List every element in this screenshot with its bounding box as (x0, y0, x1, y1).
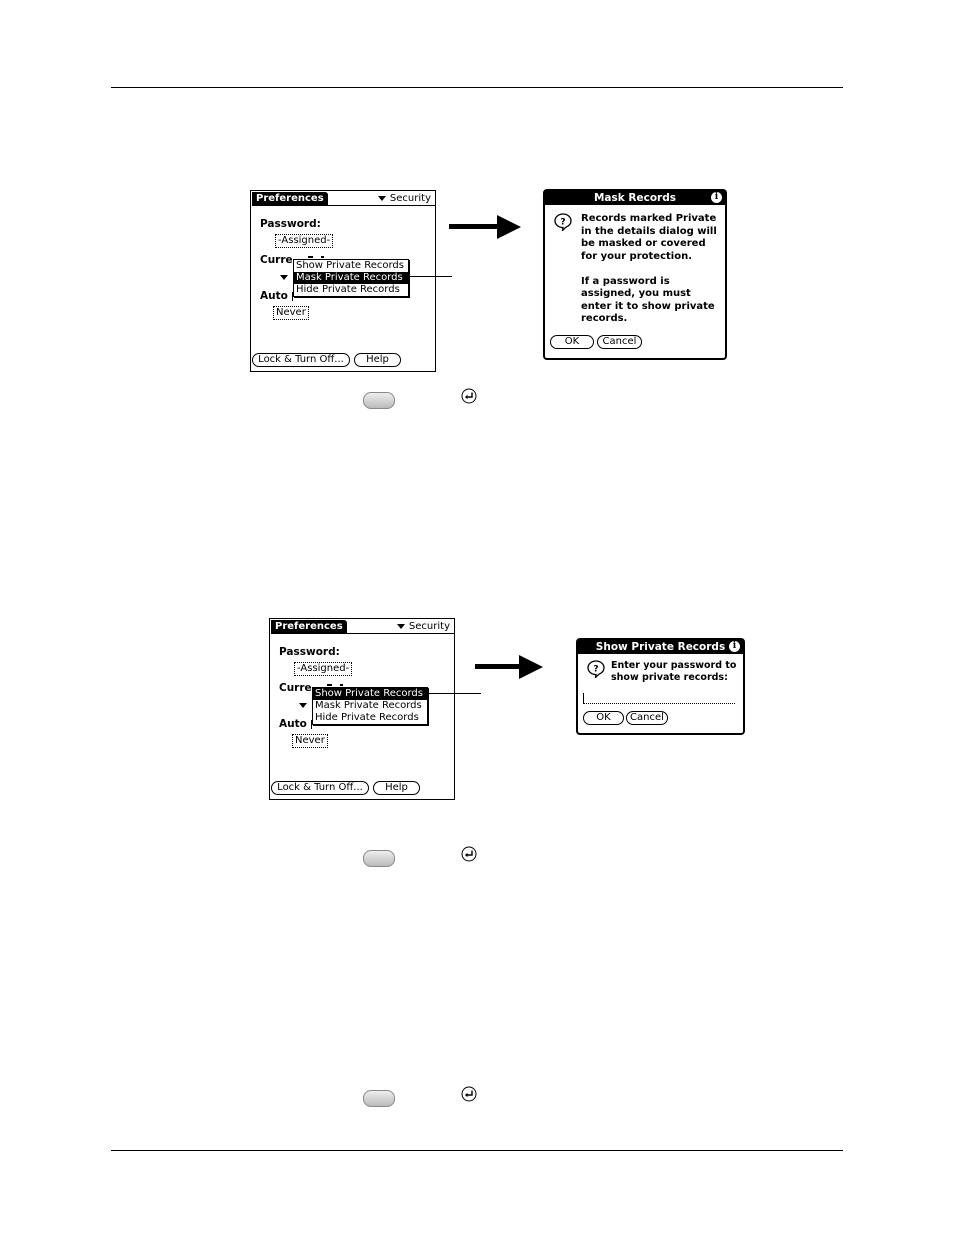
right-arrow-icon (475, 655, 543, 679)
right-arrow-icon (449, 215, 521, 239)
message-line: in the details dialog will (581, 225, 717, 237)
preferences-tab: Preferences (252, 192, 328, 205)
message-line: for your protection. (581, 250, 693, 262)
help-button[interactable]: Help (373, 781, 420, 795)
info-icon[interactable]: i (729, 641, 740, 652)
label-stub (327, 684, 332, 686)
mask-records-dialog (543, 189, 727, 360)
dialog-message (581, 213, 717, 326)
enter-icon (461, 846, 477, 862)
password-input[interactable] (583, 703, 735, 704)
menu-item-hide[interactable]: Hide Private Records (315, 712, 419, 723)
category-trigger[interactable] (378, 192, 431, 205)
menu-item-hide[interactable]: Hide Private Records (296, 284, 400, 295)
message-spacer (581, 263, 717, 276)
password-field[interactable]: -Assigned- (275, 234, 333, 248)
callout-line (426, 693, 481, 694)
show-private-records-dialog (576, 638, 745, 735)
svg-text:?: ? (560, 217, 566, 228)
category-label: Security (389, 193, 431, 204)
auto-lock-label: Auto (279, 718, 307, 730)
title-bar (271, 620, 454, 634)
preferences-screen-1 (250, 190, 436, 372)
message-line: records. (581, 313, 628, 324)
label-stub (321, 256, 324, 258)
message-line: assigned, you must (581, 288, 691, 299)
dialog-message (611, 660, 736, 683)
privacy-dropdown-icon[interactable] (280, 275, 288, 280)
hardware-button[interactable] (363, 850, 395, 867)
top-rule (111, 87, 843, 88)
password-field[interactable]: -Assigned- (294, 662, 352, 676)
message-line: Records marked Private (581, 213, 717, 224)
dialog-title (545, 191, 725, 205)
message-line: show private records: (611, 671, 728, 683)
message-line: be masked or covered (581, 238, 706, 249)
cancel-button[interactable]: Cancel (597, 335, 642, 349)
menu-item-mask[interactable]: Mask Private Records (294, 272, 408, 284)
dropdown-triangle-icon (397, 624, 405, 629)
message-line: If a password is (581, 275, 670, 287)
current-privacy-label: Curre (260, 254, 293, 266)
menu-item-show[interactable]: Show Private Records (313, 688, 427, 700)
menu-item-show[interactable]: Show Private Records (296, 260, 404, 271)
enter-icon (461, 1086, 477, 1102)
ok-button[interactable]: OK (550, 335, 594, 349)
dropdown-triangle-icon (378, 196, 386, 201)
hardware-button[interactable] (363, 1090, 395, 1107)
privacy-dropdown-icon[interactable] (299, 703, 307, 708)
lock-turn-off-button[interactable]: Lock & Turn Off... (252, 353, 350, 367)
dialog-title (578, 640, 743, 654)
preferences-tab: Preferences (271, 620, 347, 633)
dialog-title-text: Show Private Records (595, 641, 726, 653)
message-line: Enter your password to (611, 660, 737, 671)
lock-turn-off-button[interactable]: Lock & Turn Off... (271, 781, 369, 795)
bottom-rule (111, 1150, 843, 1151)
category-trigger[interactable] (397, 620, 450, 633)
enter-icon (461, 388, 477, 404)
info-icon[interactable]: i (711, 192, 722, 203)
password-label: Password: (260, 218, 321, 230)
cancel-button[interactable]: Cancel (626, 711, 668, 725)
question-icon (554, 213, 572, 231)
privacy-popup-list (312, 687, 428, 725)
current-privacy-label: Curre (279, 682, 312, 694)
hardware-button[interactable] (363, 392, 395, 409)
svg-text:?: ? (593, 664, 599, 675)
auto-lock-label: Auto (260, 290, 288, 302)
ok-button[interactable]: OK (583, 711, 624, 725)
auto-lock-field[interactable]: Never (292, 734, 328, 748)
privacy-popup-list (293, 259, 409, 297)
label-stub (340, 684, 343, 686)
callout-line (407, 276, 452, 277)
question-icon (587, 660, 605, 678)
dialog-title-text: Mask Records (593, 192, 676, 204)
auto-lock-field[interactable]: Never (273, 306, 309, 320)
title-bar (252, 192, 435, 206)
label-stub (308, 256, 313, 258)
help-button[interactable]: Help (354, 353, 401, 367)
message-line: enter it to show private (581, 300, 715, 312)
category-label: Security (408, 621, 450, 632)
menu-item-mask[interactable]: Mask Private Records (315, 700, 422, 711)
preferences-screen-2 (269, 618, 455, 800)
password-label: Password: (279, 646, 340, 658)
